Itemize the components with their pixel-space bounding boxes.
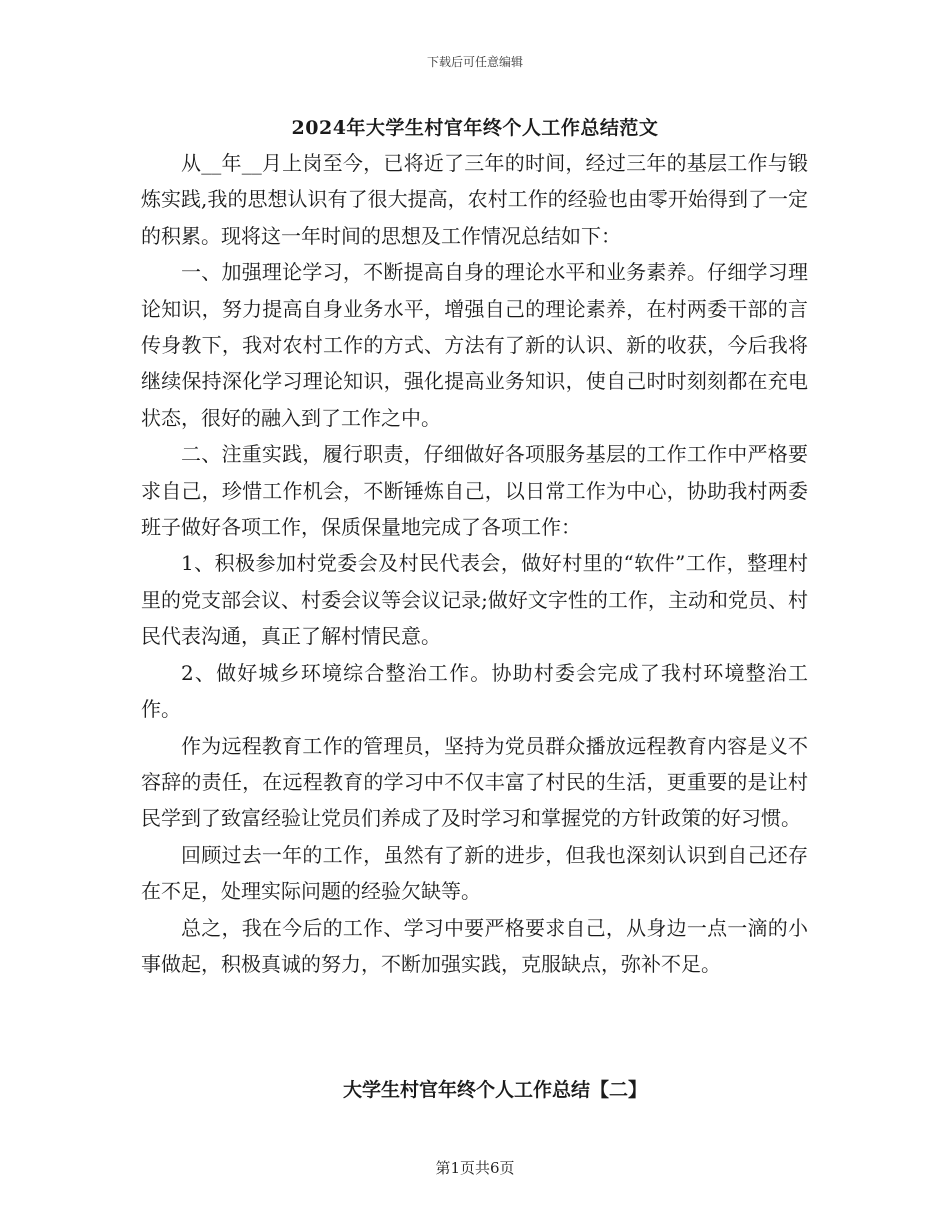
paragraph-review: 回顾过去一年的工作，虽然有了新的进步，但我也深刻认识到自己还存在不足，处理实际问题的经验欠缺等。 (141, 842, 808, 904)
page-footer: 第1页共6页 (435, 1159, 515, 1177)
paragraph-item-1: 1、积极参加村党委会及村民代表会，做好村里的“软件”工作，整理村里的党支部会议、村委会议等会议记录;做好文字性的工作，主动和党员、村民代表沟通，真正了解村情民意。 (141, 551, 808, 649)
paragraph-conclusion: 总之，我在今后的工作、学习中要严格要求自己，从身边一点一滴的小事做起，积极真诚的努力，不断加强实践，克服缺点，弥补不足。 (141, 915, 808, 976)
section-title: 大学生村官年终个人工作总结【二】 (342, 1079, 647, 1101)
paragraph-remote-education: 作为远程教育工作的管理员，坚持为党员群众播放远程教育内容是义不容辞的责任，在远程教育的学习中不仅丰富了村民的生活，更重要的是让村民学到了致富经验让党员们养成了及时学习和掌握党的方针政策的好习惯。 (141, 733, 808, 831)
document-title: 2024年大学生村官年终个人工作总结范文 (291, 117, 659, 139)
paragraph-item-2: 2、做好城乡环境综合整治工作。协助村委会完成了我村环境整治工作。 (141, 660, 808, 722)
paragraph-intro: 从__年__月上岗至今，已将近了三年的时间，经过三年的基层工作与锻炼实践,我的思想认识有了很大提高，农村工作的经验也由零开始得到了一定的积累。现将这一年时间的思想及工作情况总结如下： (141, 151, 808, 248)
paragraph-theory-study: 一、加强理论学习，不断提高自身的理论水平和业务素养。仔细学习理论知识，努力提高自身业务水平，增强自己的理论素养，在村两委干部的言传身教下，我对农村工作的方式、方法有了新的认识、新的收获，今后我将继续保持深化学习理论知识，强化提高业务知识，使自己时时刻刻都在充电状态，很好的融入到了工作之中。 (141, 260, 808, 430)
header-note: 下载后可任意编辑 (426, 55, 523, 69)
paragraph-practice: 二、注重实践，履行职责，仔细做好各项服务基层的工作工作中严格要求自己，珍惜工作机会，不断锤炼自己，以日常工作为中心，协助我村两委班子做好各项工作，保质保量地完成了各项工作： (141, 442, 808, 540)
document-body (141, 145, 808, 982)
